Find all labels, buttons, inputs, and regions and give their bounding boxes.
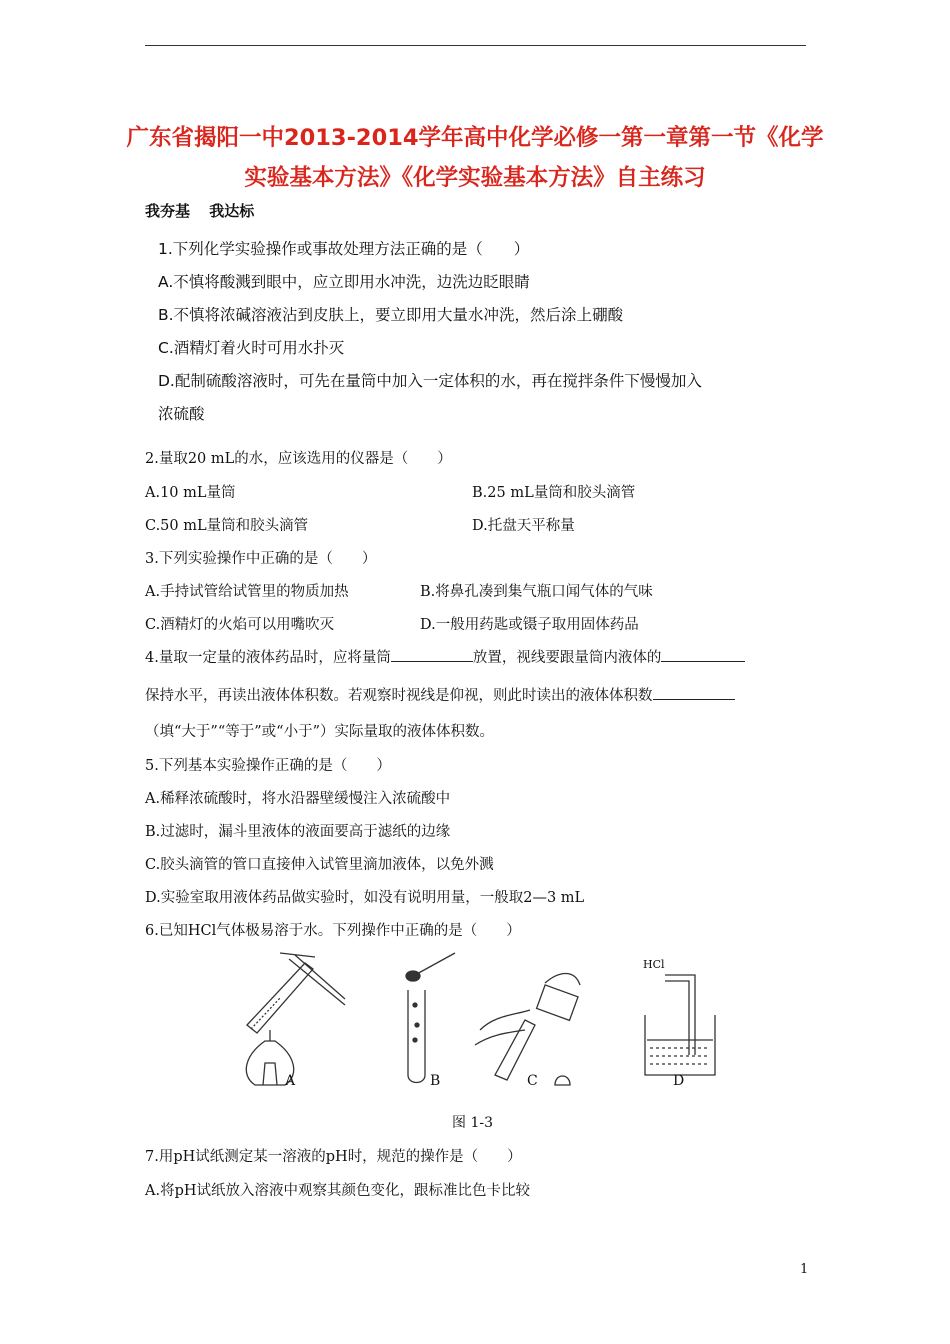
q6-stem: 6.已知HCl气体极易溶于水。下列操作中正确的是（ ） [145,923,521,939]
q1-option-c: C.酒精灯着火时可用水扑灭 [158,339,345,357]
q7-option-a: A.将pH试纸放入溶液中观察其颜色变化，跟标准比色卡比较 [145,1183,531,1199]
q4-part-4: （填“大于”“等于”或“小于”）实际量取的液体体积数。 [145,724,494,740]
q2-option-d: D.托盘天平称量 [472,518,575,534]
q4-part-3: 保持水平，再读出液体体积数。若观察时视线是仰视，则此时读出的液体体积数 [145,688,653,704]
q5-option-c: C.胶头滴管的管口直接伸入试管里滴加液体，以免外溅 [145,857,494,873]
q2-option-c: C.50 mL量筒和胶头滴管 [145,518,309,534]
figure-label-a: A [285,1073,296,1089]
q2-stem: 2.量取20 mL的水，应该选用的仪器是（ ） [145,451,452,467]
figure-b-spoon-tube [406,953,455,1083]
figure-label-b: B [430,1073,441,1089]
q4-blank-2[interactable] [661,647,745,662]
figure-d-beaker-hcl [643,958,715,1075]
figure-label-d: D [673,1073,685,1089]
q4-part-1: 4.量取一定量的液体药品时，应将量筒 [145,650,391,666]
q3-option-c: C.酒精灯的火焰可以用嘴吹灭 [145,617,335,633]
figure-c-pouring-reagent [475,973,580,1085]
q3-option-d: D.一般用药匙或镊子取用固体药品 [420,617,639,633]
figure-label-c: C [527,1073,538,1089]
q5-option-a: A.稀释浓硫酸时，将水沿器壁缓慢注入浓硫酸中 [145,791,451,807]
document-title [100,118,850,198]
top-rule [145,45,806,46]
title-line-2: 实验基本方法》《化学实验基本方法》自主练习 [244,165,706,191]
q1-option-d-cont: 浓硫酸 [158,405,205,423]
q3-stem: 3.下列实验操作中正确的是（ ） [145,551,377,567]
q7-stem: 7.用pH试纸测定某一溶液的pH时，规范的操作是（ ） [145,1149,522,1165]
q5-stem: 5.下列基本实验操作正确的是（ ） [145,758,391,774]
q2-option-b: B.25 mL量筒和胶头滴管 [472,485,636,501]
q3-option-a: A.手持试管给试管里的物质加热 [145,584,349,600]
q4-blank-1[interactable] [391,647,473,662]
q4-line-2 [145,684,735,705]
title-line-1: 广东省揭阳一中2013-2014学年高中化学必修一第一章第一节《化学 [126,125,824,151]
q4-line-1 [145,646,745,667]
q4-blank-3[interactable] [653,685,735,700]
q1-stem: 1.下列化学实验操作或事故处理方法正确的是（ ） [158,240,530,258]
q3-option-b: B.将鼻孔凑到集气瓶口闻气体的气味 [420,584,653,600]
q6-figure [225,945,725,1095]
q5-option-b: B.过滤时，漏斗里液体的液面要高于滤纸的边缘 [145,824,451,840]
q6-apparatus-drawing [225,945,725,1095]
section-heading: 我夯基 我达标 [145,202,255,220]
q1-option-b: B.不慎将浓碱溶液沾到皮肤上，要立即用大量水冲洗，然后涂上硼酸 [158,306,624,324]
question-1 [158,233,702,431]
q5-option-d: D.实验室取用液体药品做实验时，如没有说明用量，一般取2—3 mL [145,890,585,906]
q4-part-2: 放置，视线要跟量筒内液体的 [472,650,662,666]
hcl-label: HCl [643,958,665,971]
figure-a-heating-tube [246,953,345,1085]
q1-option-d: D.配制硫酸溶液时，可先在量筒中加入一定体积的水，再在搅拌条件下慢慢加入 [158,372,702,390]
figure-caption: 图 1-3 [452,1115,493,1131]
q1-option-a: A.不慎将酸溅到眼中，应立即用水冲洗，边洗边眨眼睛 [158,273,530,291]
q2-option-a: A.10 mL量筒 [145,485,236,501]
page-number: 1 [800,1262,809,1277]
